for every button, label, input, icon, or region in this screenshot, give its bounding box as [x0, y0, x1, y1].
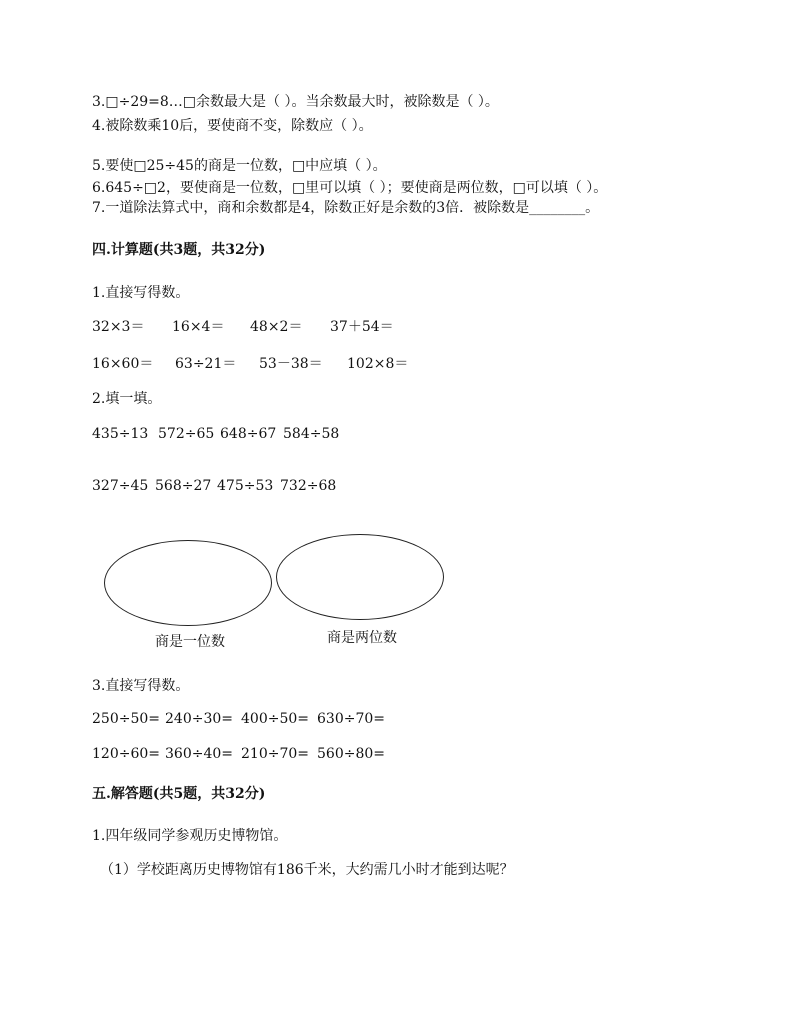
problem-3-row-1 [92, 709, 397, 729]
question-5: 5.要使□25÷45的商是一位数，□中应填（ ）。 [92, 158, 387, 174]
expression: 435÷13 [92, 426, 149, 442]
section-4-heading: 四.计算题(共3题，共32分) [92, 242, 266, 258]
expression: 16×60＝ [92, 356, 154, 372]
problem-2-row-1 [92, 424, 353, 444]
problem-1-row-1 [92, 317, 410, 337]
expression: 53－38＝ [259, 356, 323, 372]
expression: 475÷53 [217, 478, 274, 494]
problem-1-row-2 [92, 354, 427, 374]
expression: 37＋54＝ [330, 319, 394, 335]
question-6: 6.645÷□2，要使商是一位数，□里可以填（ ）；要使商是两位数，□可以填（ ）。 [92, 180, 608, 196]
problem-2-title: 2.填一填。 [92, 391, 162, 407]
expression: 568÷27 [155, 478, 212, 494]
section-5-question-1: 1.四年级同学参观历史博物馆。 [92, 828, 288, 844]
question-3: 3.□÷29=8…□余数最大是（ ）。当余数最大时，被除数是（ ）。 [92, 94, 499, 110]
expression: 630÷70= [317, 711, 385, 727]
expression: 327÷45 [92, 478, 149, 494]
question-7: 7.一道除法算式中，商和余数都是4，除数正好是余数的3倍．被除数是________。 [92, 200, 600, 216]
question-4: 4.被除数乘10后，要使商不变，除数应（ ）。 [92, 118, 373, 134]
expression: 120÷60= [92, 746, 160, 762]
oval-single-digit-label: 商是一位数 [155, 634, 225, 650]
expression: 210÷70= [241, 746, 309, 762]
expression: 240÷30= [165, 711, 233, 727]
expression: 102×8＝ [347, 356, 409, 372]
expression: 584÷58 [283, 426, 340, 442]
expression: 572÷65 [158, 426, 215, 442]
oval-single-digit [104, 540, 272, 626]
problem-2-row-2 [92, 476, 350, 496]
expression: 560÷80= [317, 746, 385, 762]
expression: 400÷50= [241, 711, 309, 727]
expression: 16×4＝ [172, 319, 225, 335]
problem-1-title: 1.直接写得数。 [92, 285, 190, 301]
problem-3-row-2 [92, 744, 397, 764]
section-5-heading: 五.解答题(共5题，共32分) [92, 786, 266, 802]
expression: 648÷67 [220, 426, 277, 442]
expression: 360÷40= [165, 746, 233, 762]
oval-double-digit [276, 534, 444, 620]
oval-double-digit-label: 商是两位数 [327, 630, 397, 646]
section-5-question-1-part-1: （1）学校距离历史博物馆有186千米，大约需几小时才能到达呢？ [100, 862, 514, 878]
expression: 63÷21＝ [175, 356, 237, 372]
expression: 250÷50= [92, 711, 160, 727]
expression: 32×3＝ [92, 319, 145, 335]
expression: 48×2＝ [250, 319, 303, 335]
expression: 732÷68 [280, 478, 337, 494]
problem-3-title: 3.直接写得数。 [92, 678, 190, 694]
